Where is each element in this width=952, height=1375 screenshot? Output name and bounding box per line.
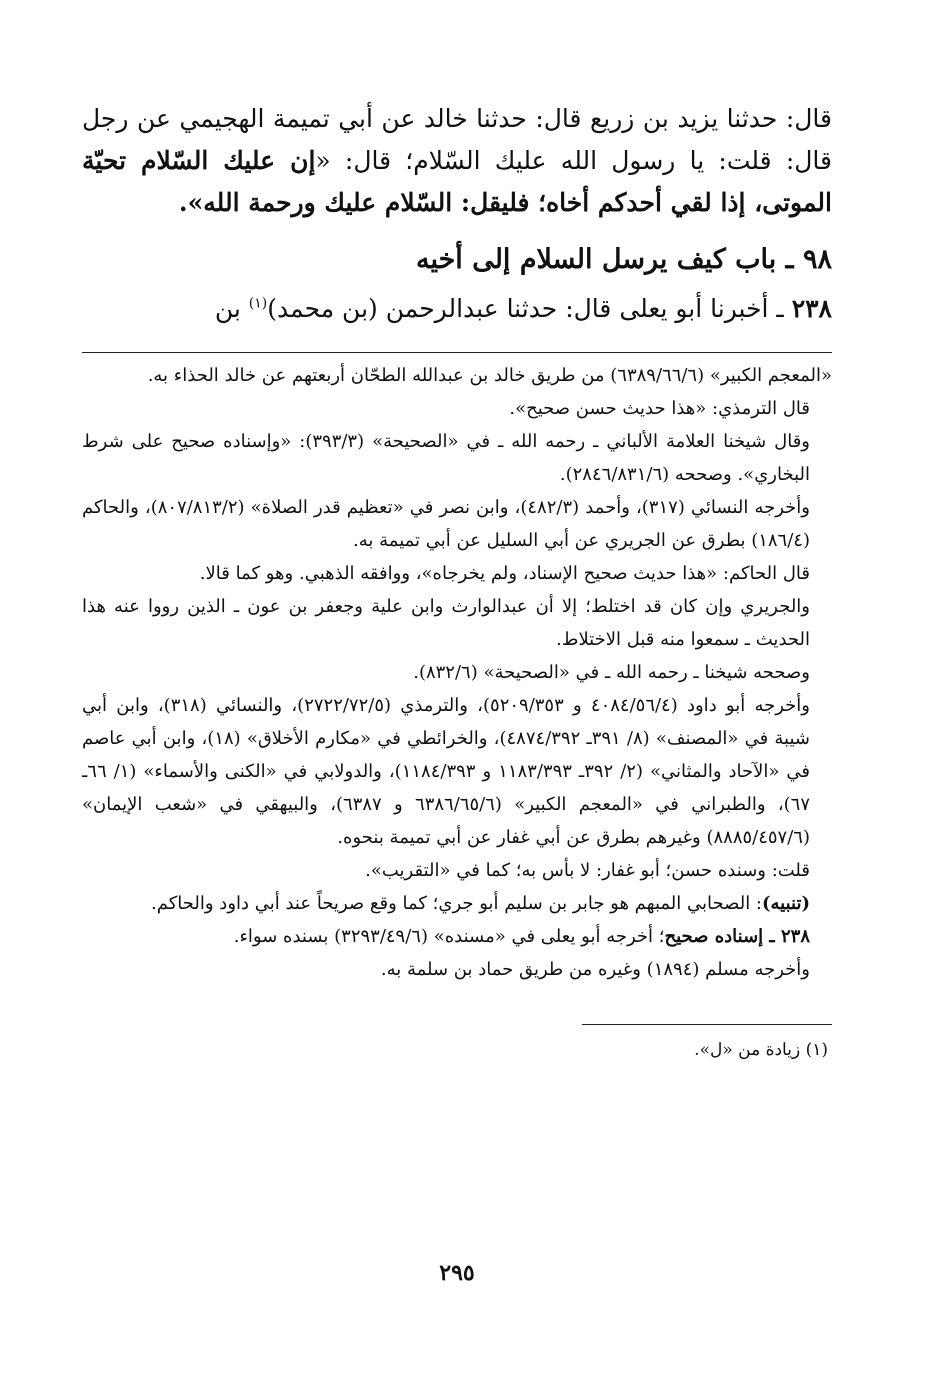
- note-paragraph: «المعجم الكبير» (٦٣٨٩/٦٦/٦) من طريق خالد بن عبدالله الطحّان أربعتهم عن خالد الحذاء به.: [147, 365, 832, 386]
- footnotes-divider: [82, 352, 832, 353]
- note-paragraph: قلت: وسنده حسن؛ أبو غفار: لا بأس به؛ كما في «التقريب».: [365, 860, 810, 881]
- note-paragraph: وأخرجه أبو داود (٤٠٨٤/٥٦/٤ و ٥٢٠٩/٣٥٣)، والترمذي (٢٧٢٢/٧٢/٥)، والنسائي (٣١٨)، وابن أبي شيبة في «المصنف» (٨/ ٣٩١ـ ٤٨٧٤/٣٩٢)، والخرائطي في «مكارم الأخلاق» (١٨)، وابن أبي عاصم في «الآحاد والمثاني» (٢/ ٣٩٢ـ ١١٨٣/٣٩٣ و ١١٨٤/٣٩٣)، والدولابي في «الكنى والأسماء» (١/ ٦٦ـ ٦٧)، والطبراني في «المعجم الكبير» (٦٣٨٦/٦٥/٦ و ٦٣٨٧)، والبيهقي في «شعب الإيمان» (٨٨٨٥/٤٥٧/٦) وغيرهم بطرق عن أبي غفار عن أبي تميمة بنحوه.: [82, 695, 811, 848]
- note-paragraph: وقال شيخنا العلامة الألباني ـ رحمه الله ـ في «الصحيحة» (٣٩٣/٣): «وإسناده صحيح على شرط البخاري». وصححه (٢٨٤٦/٨٣١/٦).: [82, 431, 810, 485]
- hadith-text: قال: حدثنا يزيد بن زريع قال: حدثنا خالد عن أبي تميمة الهجيمي عن رجل قال: قلت: يا رسول الله عليك السّلام؛ قال: «: [82, 104, 832, 175]
- main-text: [82, 98, 832, 330]
- page-number: ٢٩٥: [439, 1260, 475, 1286]
- footnote-ref[interactable]: (١): [248, 295, 268, 312]
- note-paragraph: وصححه شيخنا ـ رحمه الله ـ في «الصحيحة» (٨٣٢/٦).: [413, 662, 810, 683]
- tanbih-label: (تنبيه): [762, 893, 810, 914]
- note-paragraph: قال الترمذي: «هذا حديث حسن صحيح».: [509, 398, 810, 419]
- footnote: (١) زيادة من «ل».: [694, 1040, 828, 1060]
- note-paragraph: قال الحاكم: «هذا حديث صحيح الإسناد، ولم يخرجاه»، ووافقه الذهبي. وهو كما قالا.: [199, 563, 810, 584]
- paragraph-hadith-237-end: [82, 98, 832, 224]
- hadith-chain-end: بن: [214, 294, 249, 323]
- book-page: [82, 98, 832, 1358]
- hadith-number: ٢٣٨: [791, 294, 832, 323]
- note-paragraph: وأخرجه النسائي (٣١٧)، وأحمد (٤٨٢/٣)، وابن نصر في «تعظيم قدر الصلاة» (٨٠٧/٨١٣/٢)، والحاكم (١٨٦/٤) بطرق عن الجريري عن أبي السليل عن أبي تميمة به.: [82, 497, 810, 551]
- note-number: ٢٣٨: [780, 926, 810, 947]
- note-verdict: ـ إسناده صحيح: [664, 926, 781, 947]
- hadith-chain: ـ أخبرنا أبو يعلى قال: حدثنا عبدالرحمن (بن محمد): [267, 294, 792, 323]
- footnote-divider: [582, 1024, 832, 1025]
- commentary-notes: [82, 359, 832, 986]
- chapter-heading: ٩٨ ـ باب كيف يرسل السلام إلى أخيه: [415, 244, 832, 275]
- quote-close: ».: [178, 188, 204, 217]
- note-text: ؛ أخرجه أبو يعلى في «مسنده» (٣٢٩٣/٤٩/٦) بسنده سواء.: [233, 926, 665, 947]
- hadith-quote-bold: إن عليك السّلام تحيّة الموتى، إذا لقي أحدكم أخاه؛ فليقل: السّلام عليك ورحمة الله: [82, 146, 832, 217]
- note-238: [82, 920, 832, 953]
- paragraph-hadith-238: [82, 288, 832, 330]
- note-paragraph: والجريري وإن كان قد اختلط؛ إلا أن عبدالوارث وابن علية وجعفر بن عون ـ الذين رووا عنه هذا الحديث ـ سمعوا منه قبل الاختلاط.: [82, 596, 810, 650]
- note-paragraph: (تنبيه): الصحابي المبهم هو جابر بن سليم أبو جري؛ كما وقع صريحاً عند أبي داود والحاكم.: [151, 893, 810, 914]
- note-paragraph: وأخرجه مسلم (١٨٩٤) وغيره من طريق حماد بن سلمة به.: [380, 959, 810, 980]
